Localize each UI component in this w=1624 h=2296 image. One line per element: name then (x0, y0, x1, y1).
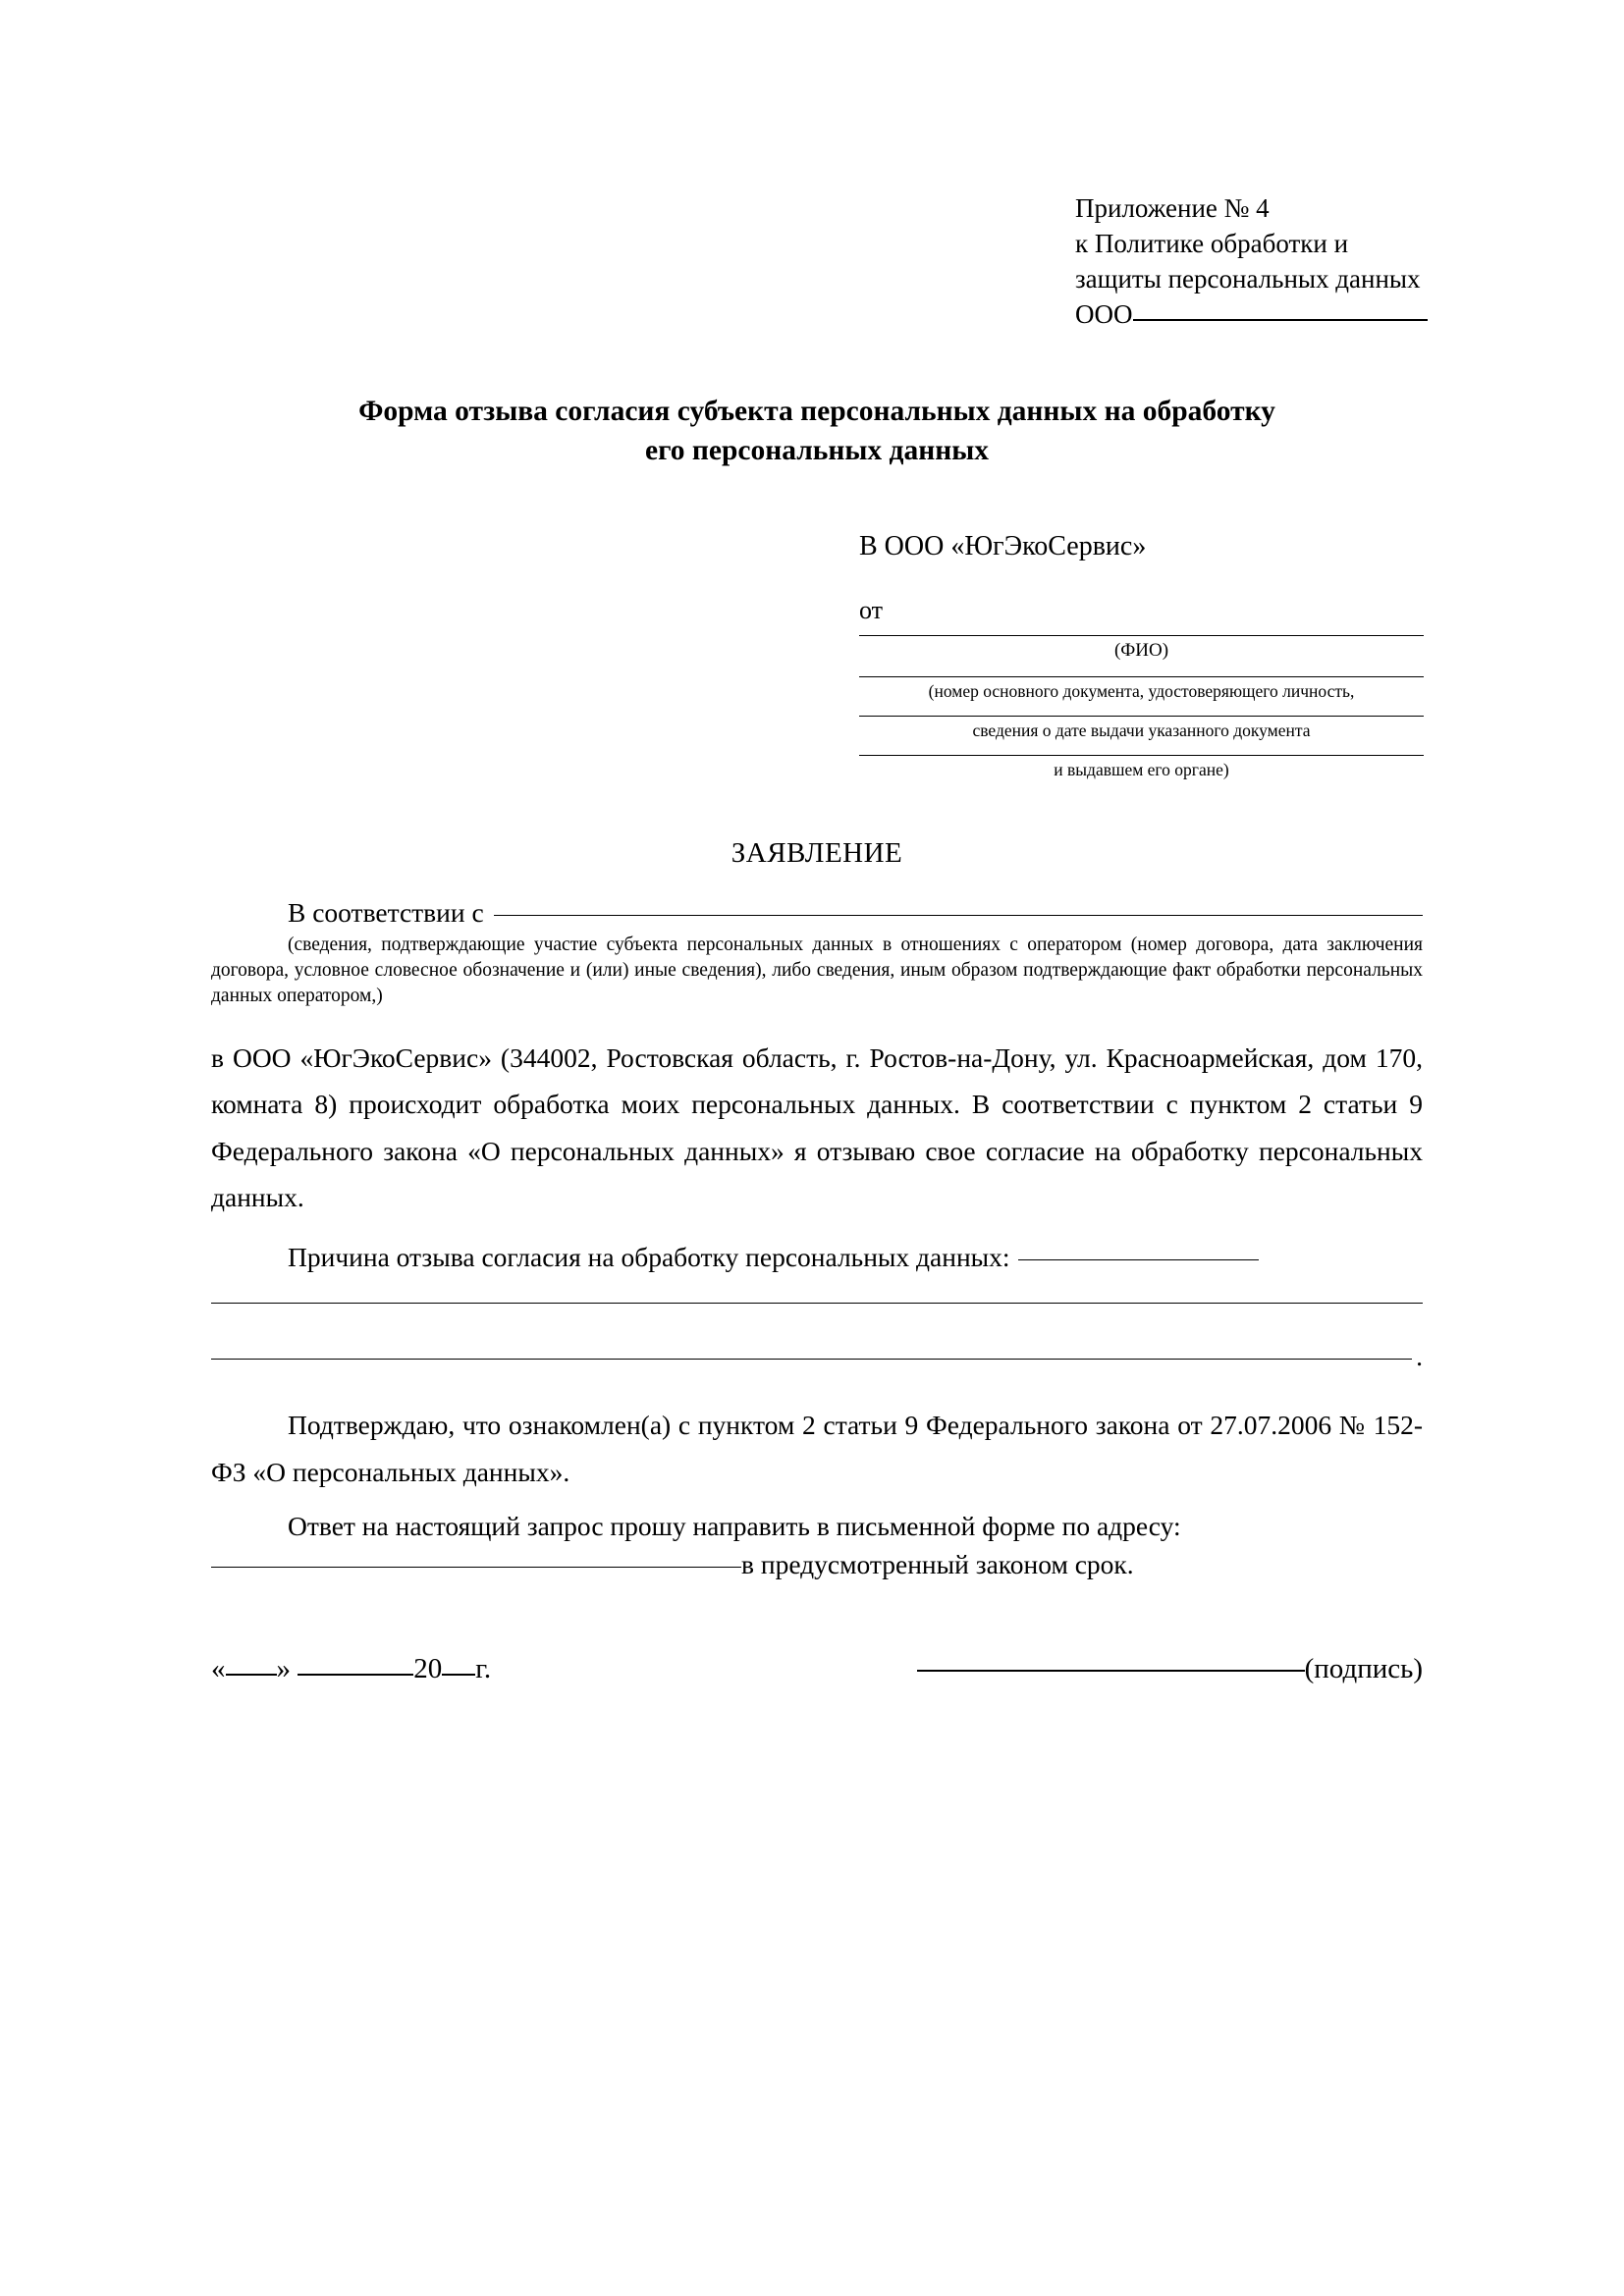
signature-field (917, 1653, 1423, 1685)
answer-paragraph: Ответ на настоящий запрос прошу направить в письменной форме по адресу: (288, 1510, 1181, 1541)
signature-row (211, 1653, 1423, 1685)
addressee-organization: В ООО «ЮгЭкоСервис» (859, 530, 1147, 561)
statement-heading: ЗАЯВЛЕНИЕ (731, 836, 903, 869)
in-accordance-line (211, 897, 1423, 929)
addressee-from-label: от (859, 595, 884, 624)
company-prefix: ООО (1075, 298, 1133, 329)
appendix-company-line (1075, 297, 1423, 333)
page-title-line-2: его персональных данных (645, 434, 989, 466)
fine-print-note (211, 933, 1423, 1009)
date-year-suffix: г. (475, 1653, 492, 1685)
appendix-number: Приложение № 4 (1075, 193, 1270, 223)
date-year-prefix: 20 (413, 1653, 443, 1685)
answer-address-tail: в предусмотренный законом срок. (741, 1549, 1134, 1580)
answer-address-line (211, 1549, 1423, 1580)
reason-blank-3 (211, 1359, 1412, 1360)
document-issuer-caption: и выдавшем его органе) (1054, 759, 1229, 779)
appendix-policy-line-2: защиты персональных данных (1075, 263, 1421, 294)
document-date-blank (859, 716, 1424, 717)
signature-blank (917, 1670, 1305, 1672)
page-title (211, 392, 1423, 470)
date-field (211, 1653, 491, 1685)
fio-caption: (ФИО) (1113, 639, 1169, 661)
answer-block (211, 1503, 1423, 1580)
reason-line (211, 1242, 1423, 1273)
addressee-block (859, 531, 1424, 780)
document-date-caption: сведения о дате выдачи указанного документа (972, 720, 1311, 740)
signature-caption: (подпись) (1304, 1653, 1423, 1685)
date-day-blank (226, 1674, 277, 1676)
confirmation-block (211, 1402, 1423, 1495)
fine-print-text: (сведения, подтверждающие участие субъекта персональных данных в отношениях с оператором (номер договора, дата заключения договора, условное словесное обозначение и (или) иные сведения), либо сведения, иным образом подтверждающие факт обработки персональных данных оператором,) (211, 934, 1423, 1006)
reason-label: Причина отзыва согласия на обработку персональных данных: (288, 1242, 1010, 1273)
page-title-line-1: Форма отзыва согласия субъекта персональных данных на обработку (358, 395, 1275, 427)
document-number-blank (859, 676, 1424, 677)
reason-end-dot: . (1416, 1341, 1423, 1372)
date-month-blank (298, 1674, 413, 1676)
company-name-blank (1133, 319, 1428, 321)
document-issuer-blank (859, 755, 1424, 756)
appendix-policy-line-1: к Политике обработки и (1075, 228, 1349, 258)
fio-blank (859, 635, 1424, 636)
main-paragraph-block (211, 1035, 1423, 1220)
confirmation-paragraph: Подтверждаю, что ознакомлен(а) с пунктом 2 статьи 9 Федерального закона от 27.07.2006 № 152-ФЗ «О персональных данных». (211, 1410, 1423, 1487)
answer-address-blank (211, 1567, 741, 1568)
in-accordance-label: В соответствии с (288, 896, 484, 928)
reason-blank-3-row (211, 1341, 1423, 1372)
date-year-blank (442, 1674, 475, 1676)
date-quote-close: » (276, 1653, 291, 1685)
reason-blank-2 (211, 1303, 1423, 1304)
main-paragraph: в ООО «ЮгЭкоСервис» (344002, Ростовская область, г. Ростов-на-Дону, ул. Красноармейская, дом 170, комната 8) происходит обработка моих персональных данных. В соответствии с пунктом 2 статьи 9 Федерального закона «О персональных данных» я отзываю свое согласие на обработку персональных данных. (211, 1042, 1423, 1212)
date-quote-open: « (211, 1653, 226, 1685)
appendix-reference (1075, 191, 1423, 333)
reason-blank-1 (1018, 1259, 1259, 1260)
in-accordance-blank (494, 915, 1423, 916)
document-number-caption: (номер основного документа, удостоверяющего личность, (928, 680, 1355, 701)
